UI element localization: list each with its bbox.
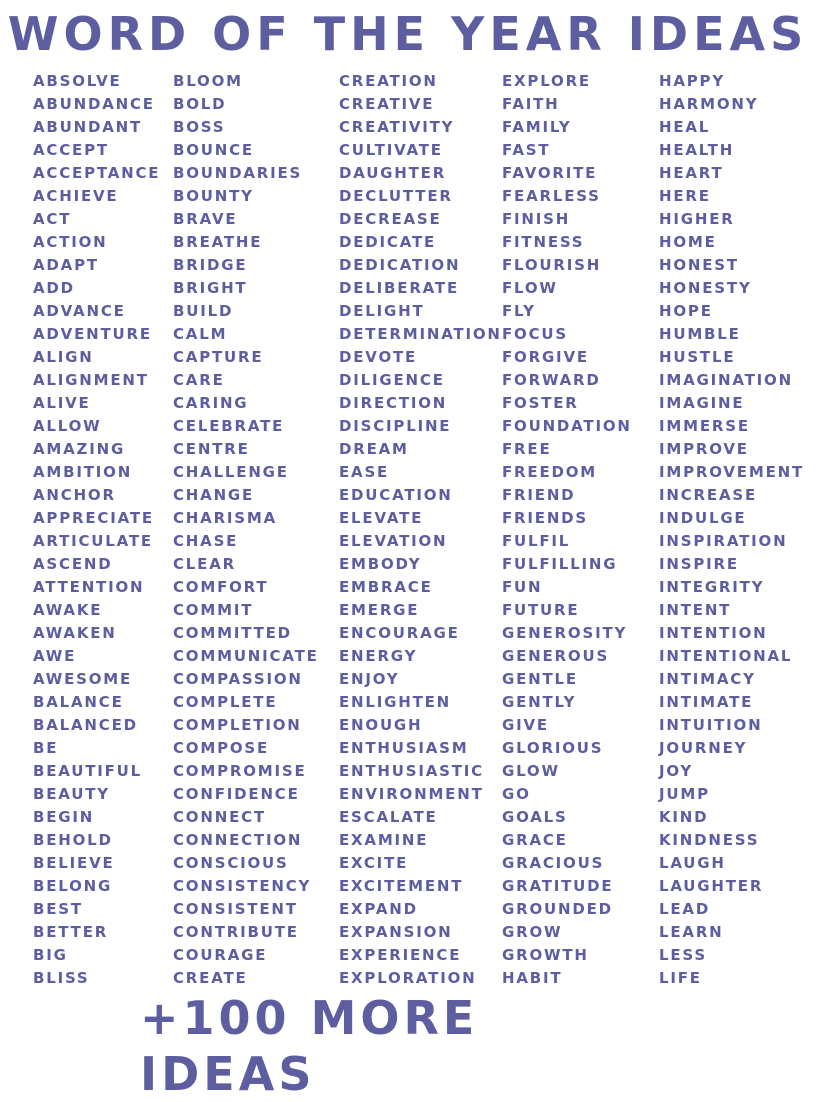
word-item: GRACE xyxy=(502,831,568,849)
word-item: FULFIL xyxy=(502,532,571,550)
word-item: HERE xyxy=(659,187,711,205)
word-item: DECLUTTER xyxy=(339,187,453,205)
word-item: AWE xyxy=(33,647,77,665)
word-item: GENTLY xyxy=(502,693,577,711)
word-item: ELEVATION xyxy=(339,532,448,550)
word-item: ENCOURAGE xyxy=(339,624,460,642)
word-item: CHARISMA xyxy=(173,509,278,527)
word-item: GROWTH xyxy=(502,946,589,964)
word-item: BEST xyxy=(33,900,83,918)
word-item: ALIVE xyxy=(33,394,91,412)
word-item: GENEROUS xyxy=(502,647,610,665)
word-item: GLORIOUS xyxy=(502,739,604,757)
word-item: FEARLESS xyxy=(502,187,601,205)
word-item: FREE xyxy=(502,440,552,458)
word-item: BLISS xyxy=(33,969,90,987)
word-item: FREEDOM xyxy=(502,463,598,481)
word-item: EMBRACE xyxy=(339,578,433,596)
word-item: CULTIVATE xyxy=(339,141,443,159)
word-item: ACTION xyxy=(33,233,108,251)
word-item: BELONG xyxy=(33,877,113,895)
word-item: FLY xyxy=(502,302,536,320)
word-item: GO xyxy=(502,785,531,803)
word-item: ADVENTURE xyxy=(33,325,152,343)
word-item: IMMERSE xyxy=(659,417,750,435)
word-item: HEALTH xyxy=(659,141,735,159)
word-item: ALIGN xyxy=(33,348,94,366)
word-item: ENTHUSIASTIC xyxy=(339,762,484,780)
word-item: CHASE xyxy=(173,532,239,550)
word-item: BIG xyxy=(33,946,68,964)
word-item: DEDICATE xyxy=(339,233,437,251)
word-item: ENLIGHTEN xyxy=(339,693,452,711)
word-item: ACCEPTANCE xyxy=(33,164,161,182)
word-item: LEAD xyxy=(659,900,711,918)
word-item: DEVOTE xyxy=(339,348,418,366)
word-item: ADD xyxy=(33,279,75,297)
word-item: INTENTIONAL xyxy=(659,647,793,665)
word-item: DAUGHTER xyxy=(339,164,447,182)
word-item: DETERMINATION xyxy=(339,325,502,343)
word-item: INTENT xyxy=(659,601,732,619)
word-item: LEARN xyxy=(659,923,724,941)
word-item: DELIGHT xyxy=(339,302,425,320)
word-item: CHALLENGE xyxy=(173,463,289,481)
word-item: BEAUTIFUL xyxy=(33,762,143,780)
word-item: BLOOM xyxy=(173,72,243,90)
word-item: ENERGY xyxy=(339,647,418,665)
word-item: FUN xyxy=(502,578,543,596)
word-item: INSPIRE xyxy=(659,555,739,573)
word-item: GLOW xyxy=(502,762,560,780)
word-item: INTUITION xyxy=(659,716,763,734)
word-item: CONSISTENCY xyxy=(173,877,312,895)
word-item: EASE xyxy=(339,463,390,481)
word-item: HUSTLE xyxy=(659,348,736,366)
word-item: BOUNTY xyxy=(173,187,254,205)
word-item: FITNESS xyxy=(502,233,585,251)
word-item: GRACIOUS xyxy=(502,854,605,872)
word-item: COMPROMISE xyxy=(173,762,307,780)
word-item: FLOURISH xyxy=(502,256,602,274)
word-item: EXPLORE xyxy=(502,72,591,90)
word-item: APPRECIATE xyxy=(33,509,154,527)
word-columns xyxy=(0,70,816,990)
word-item: JOURNEY xyxy=(659,739,748,757)
word-item: BUILD xyxy=(173,302,234,320)
more-ideas-footer: +100 MORE IDEAS xyxy=(140,991,479,1101)
word-item: BOUNDARIES xyxy=(173,164,303,182)
word-item: CALM xyxy=(173,325,228,343)
word-item: DISCIPLINE xyxy=(339,417,452,435)
word-item: HIGHER xyxy=(659,210,735,228)
word-item: FORGIVE xyxy=(502,348,589,366)
word-item: ADVANCE xyxy=(33,302,126,320)
word-item: CREATIVITY xyxy=(339,118,455,136)
word-item: IMPROVE xyxy=(659,440,749,458)
word-item: FAITH xyxy=(502,95,560,113)
word-item: CARING xyxy=(173,394,249,412)
word-item: INTEGRITY xyxy=(659,578,765,596)
word-item: AMBITION xyxy=(33,463,133,481)
word-column-2 xyxy=(173,70,319,990)
word-item: ALIGNMENT xyxy=(33,371,149,389)
word-item: LIFE xyxy=(659,969,702,987)
word-item: LAUGHTER xyxy=(659,877,764,895)
word-item: EXPAND xyxy=(339,900,418,918)
word-item: AMAZING xyxy=(33,440,126,458)
word-item: KIND xyxy=(659,808,709,826)
word-item: GRATITUDE xyxy=(502,877,614,895)
word-item: BOLD xyxy=(173,95,227,113)
word-item: ASCEND xyxy=(33,555,113,573)
word-item: ANCHOR xyxy=(33,486,116,504)
word-item: FULFILLING xyxy=(502,555,618,573)
word-item: ADAPT xyxy=(33,256,99,274)
word-item: IMAGINATION xyxy=(659,371,793,389)
word-item: FAMILY xyxy=(502,118,572,136)
word-item: GIVE xyxy=(502,716,549,734)
word-item: ELEVATE xyxy=(339,509,424,527)
word-item: DILIGENCE xyxy=(339,371,445,389)
word-item: IMAGINE xyxy=(659,394,745,412)
word-item: FRIENDS xyxy=(502,509,589,527)
word-item: BEAUTY xyxy=(33,785,110,803)
word-item: AWAKEN xyxy=(33,624,117,642)
word-item: BEGIN xyxy=(33,808,95,826)
word-item: ACCEPT xyxy=(33,141,109,159)
word-item: FORWARD xyxy=(502,371,601,389)
word-item: EXPANSION xyxy=(339,923,453,941)
word-item: FLOW xyxy=(502,279,558,297)
word-item: HAPPY xyxy=(659,72,726,90)
word-item: BALANCED xyxy=(33,716,138,734)
word-item: COMPOSE xyxy=(173,739,270,757)
word-item: FAVORITE xyxy=(502,164,598,182)
word-item: EXCITEMENT xyxy=(339,877,464,895)
word-item: ARTICULATE xyxy=(33,532,153,550)
word-item: DREAM xyxy=(339,440,409,458)
word-item: INTENTION xyxy=(659,624,768,642)
word-item: COMPLETION xyxy=(173,716,302,734)
word-item: CONNECTION xyxy=(173,831,303,849)
word-item: BRIDGE xyxy=(173,256,248,274)
word-item: ENVIRONMENT xyxy=(339,785,484,803)
word-item: IMPROVEMENT xyxy=(659,463,805,481)
word-item: FOSTER xyxy=(502,394,579,412)
word-item: ENOUGH xyxy=(339,716,423,734)
word-item: HONEST xyxy=(659,256,739,274)
word-column-3 xyxy=(339,70,502,990)
word-item: BETTER xyxy=(33,923,109,941)
word-item: ABUNDANCE xyxy=(33,95,155,113)
word-item: CONSISTENT xyxy=(173,900,298,918)
word-item: CONSCIOUS xyxy=(173,854,289,872)
word-item: HARMONY xyxy=(659,95,759,113)
word-item: BOSS xyxy=(173,118,226,136)
word-item: INCREASE xyxy=(659,486,757,504)
word-item: HEART xyxy=(659,164,724,182)
word-item: ABUNDANT xyxy=(33,118,143,136)
word-column-5 xyxy=(659,70,804,990)
word-item: EXCITE xyxy=(339,854,409,872)
word-item: BE xyxy=(33,739,59,757)
word-item: BEHOLD xyxy=(33,831,113,849)
word-item: ABSOLVE xyxy=(33,72,122,90)
word-item: BREATHE xyxy=(173,233,263,251)
word-item: EDUCATION xyxy=(339,486,453,504)
word-item: JOY xyxy=(659,762,694,780)
word-item: ACHIEVE xyxy=(33,187,119,205)
word-item: INTIMATE xyxy=(659,693,754,711)
word-column-1 xyxy=(33,70,160,990)
page-title: WORD OF THE YEAR IDEAS xyxy=(7,7,809,61)
word-item: DELIBERATE xyxy=(339,279,459,297)
word-item: GROW xyxy=(502,923,563,941)
word-item: CONTRIBUTE xyxy=(173,923,299,941)
word-item: CREATE xyxy=(173,969,248,987)
word-item: CHANGE xyxy=(173,486,255,504)
word-item: AWAKE xyxy=(33,601,103,619)
word-item: INSPIRATION xyxy=(659,532,788,550)
word-item: INDULGE xyxy=(659,509,747,527)
word-item: HONESTY xyxy=(659,279,752,297)
word-item: DEDICATION xyxy=(339,256,461,274)
word-item: GENEROSITY xyxy=(502,624,628,642)
word-item: FOCUS xyxy=(502,325,568,343)
word-item: HUMBLE xyxy=(659,325,741,343)
word-item: CENTRE xyxy=(173,440,250,458)
word-item: DIRECTION xyxy=(339,394,448,412)
word-item: COMFORT xyxy=(173,578,269,596)
word-item: BOUNCE xyxy=(173,141,254,159)
word-item: FINISH xyxy=(502,210,571,228)
word-item: FOUNDATION xyxy=(502,417,632,435)
word-item: COURAGE xyxy=(173,946,268,964)
word-item: KINDNESS xyxy=(659,831,760,849)
word-item: CREATIVE xyxy=(339,95,435,113)
word-item: LESS xyxy=(659,946,707,964)
word-item: GOALS xyxy=(502,808,568,826)
word-item: COMPASSION xyxy=(173,670,303,688)
word-item: GROUNDED xyxy=(502,900,613,918)
word-item: INTIMACY xyxy=(659,670,756,688)
word-item: ATTENTION xyxy=(33,578,145,596)
word-item: DECREASE xyxy=(339,210,442,228)
word-item: HEAL xyxy=(659,118,711,136)
word-item: HOME xyxy=(659,233,717,251)
word-item: AWESOME xyxy=(33,670,133,688)
word-item: ENJOY xyxy=(339,670,400,688)
word-item: EXPERIENCE xyxy=(339,946,462,964)
word-item: GENTLE xyxy=(502,670,578,688)
word-item: ALLOW xyxy=(33,417,102,435)
word-item: FRIEND xyxy=(502,486,576,504)
word-item: CELEBRATE xyxy=(173,417,285,435)
word-item: FAST xyxy=(502,141,551,159)
word-item: CONNECT xyxy=(173,808,266,826)
word-item: ESCALATE xyxy=(339,808,438,826)
word-item: CARE xyxy=(173,371,225,389)
word-column-4 xyxy=(502,70,632,990)
word-item: COMMITTED xyxy=(173,624,292,642)
word-item: BRIGHT xyxy=(173,279,248,297)
word-item: BALANCE xyxy=(33,693,124,711)
word-item: CAPTURE xyxy=(173,348,264,366)
word-item: HABIT xyxy=(502,969,563,987)
word-item: EXAMINE xyxy=(339,831,429,849)
word-item: HOPE xyxy=(659,302,713,320)
word-item: EXPLORATION xyxy=(339,969,477,987)
word-item: FUTURE xyxy=(502,601,580,619)
word-item: ENTHUSIASM xyxy=(339,739,469,757)
word-item: ACT xyxy=(33,210,72,228)
word-item: COMMUNICATE xyxy=(173,647,319,665)
word-item: CLEAR xyxy=(173,555,236,573)
word-item: CONFIDENCE xyxy=(173,785,300,803)
word-item: BELIEVE xyxy=(33,854,115,872)
word-item: BRAVE xyxy=(173,210,238,228)
word-item: CREATION xyxy=(339,72,438,90)
word-item: COMPLETE xyxy=(173,693,278,711)
word-item: COMMIT xyxy=(173,601,254,619)
word-item: LAUGH xyxy=(659,854,726,872)
word-item: JUMP xyxy=(659,785,710,803)
word-item: EMBODY xyxy=(339,555,422,573)
word-item: EMERGE xyxy=(339,601,420,619)
